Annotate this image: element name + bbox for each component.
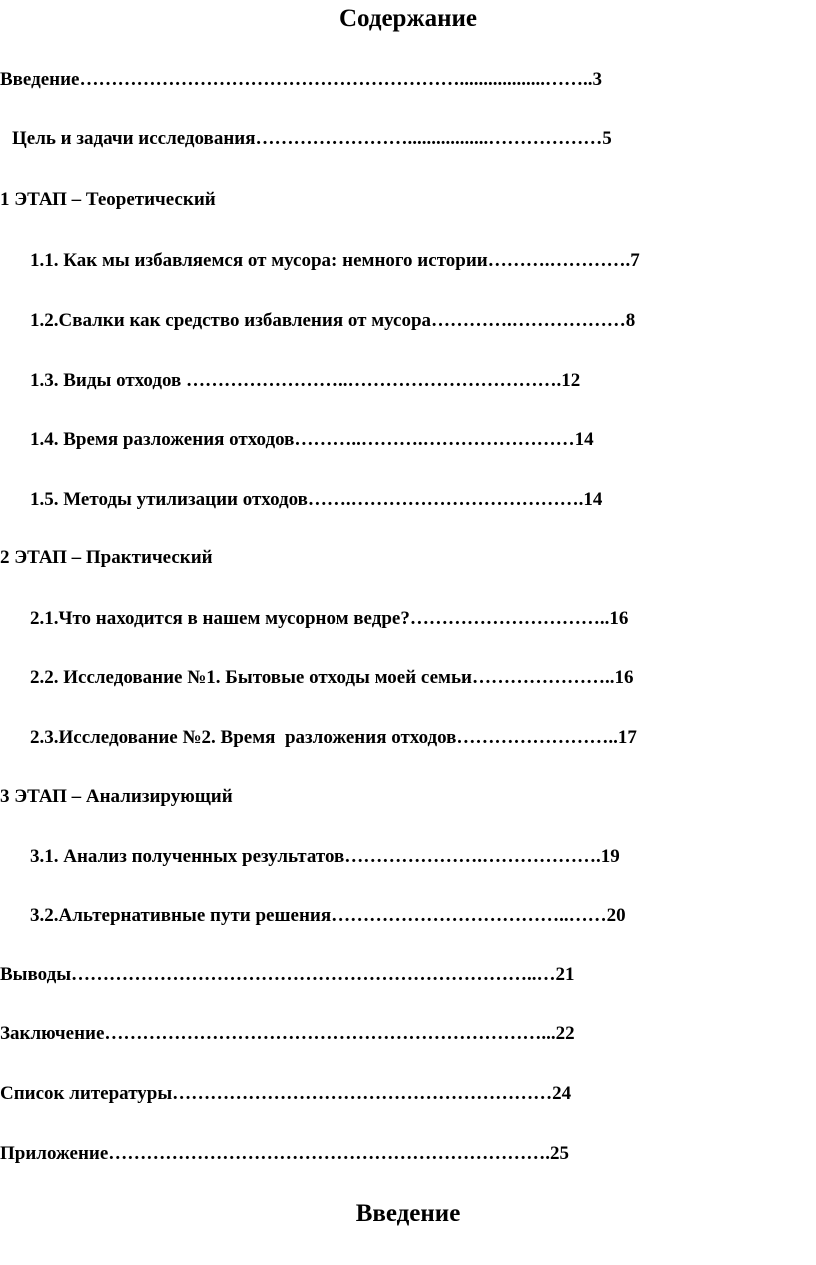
toc-entry-1-4: 1.4. Время разложения отходов………..……….……………………14 (30, 429, 594, 450)
toc-stage-3: 3 ЭТАП – Анализирующий (0, 786, 233, 807)
toc-entry-2-2: 2.2. Исследование №1. Бытовые отходы моей семьи…………………..16 (30, 667, 634, 688)
toc-entry-references: Список литературы……………………………………………………24 (0, 1083, 572, 1104)
toc-entry-1-1: 1.1. Как мы избавляемся от мусора: немного истории……….………….7 (30, 250, 640, 271)
toc-entry-conclusions: Выводы………………………………………………………………..…21 (0, 964, 575, 985)
toc-entry-conclusion: Заключение……………………………………………………………...22 (0, 1023, 575, 1044)
toc-entry-goals: Цель и задачи исследования…………………….................………………5 (12, 128, 612, 149)
toc-entry-1-3: 1.3. Виды отходов ……………………..…………………………….12 (30, 370, 581, 391)
toc-entry-3-2: 3.2.Альтернативные пути решения………………………………..……20 (30, 905, 626, 926)
toc-entry-appendix: Приложение…………………………………………………………….25 (0, 1143, 570, 1164)
toc-stage-1: 1 ЭТАП – Теоретический (0, 189, 216, 210)
toc-entry-2-1: 2.1.Что находится в нашем мусорном ведре?…………………………..16 (30, 608, 629, 629)
toc-entry-introduction: Введение……………………………………………………..................……..3 (0, 69, 602, 90)
toc-stage-2: 2 ЭТАП – Практический (0, 547, 213, 568)
section-heading-introduction: Введение (355, 1200, 461, 1227)
toc-entry-1-5: 1.5. Методы утилизации отходов…….……………………………….14 (30, 489, 603, 510)
toc-entry-1-2: 1.2.Свалки как средство избавления от мусора………….………………8 (30, 310, 636, 331)
page-title: Содержание (338, 5, 477, 32)
toc-entry-2-3: 2.3.Исследование №2. Время разложения отходов……………………..17 (30, 727, 637, 748)
toc-entry-3-1: 3.1. Анализ полученных результатов………………….……………….19 (30, 846, 620, 867)
